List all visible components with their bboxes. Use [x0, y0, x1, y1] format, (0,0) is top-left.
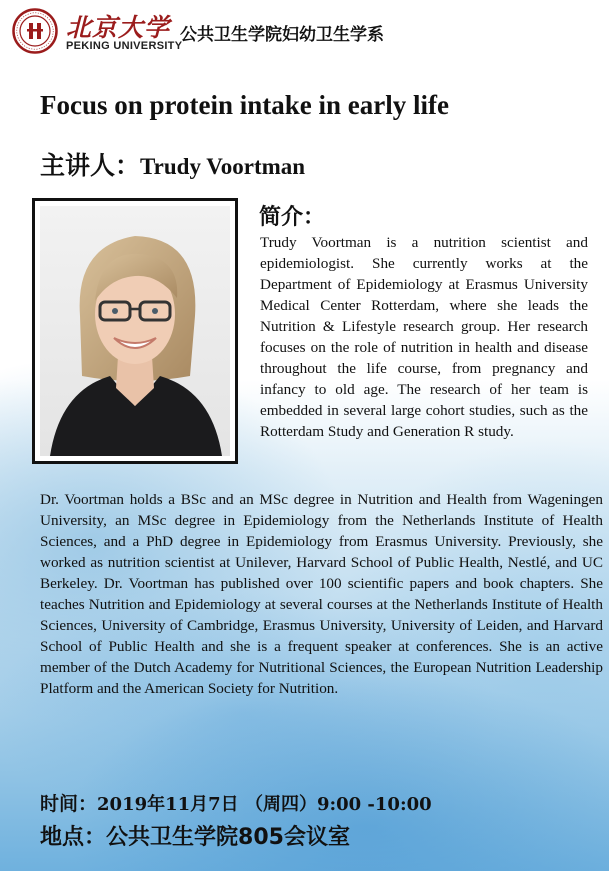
bio-short: Trudy Voortman is a nutrition scientist and epidemiologist. She currently works at the Department of Epidemiology at Erasmus University Medical Center Rotterdam, where she leads the Nutrition & Lifestyle research group. Her research focuses on the role of nutrition in health and disease throughout the life course, from pregnancy and infancy to old age. The research of her team is embedded in several large cohort studies, such as the Rotterdam Study and Generation R study. [260, 234, 588, 440]
time-value: 2019年11月7日 （周四）9:00 -10:00 [97, 794, 432, 815]
logo-text-cn: 北京大学 [66, 13, 171, 42]
speaker-label: 主讲人： [40, 151, 141, 180]
logo-text-en: PEKING UNIVERSITY [66, 40, 183, 52]
event-time [40, 789, 432, 816]
peking-university-seal-icon [12, 8, 58, 54]
event-place [40, 820, 350, 851]
intro-label: 简介： [259, 205, 326, 230]
speaker-photo [40, 206, 230, 456]
speaker-line [40, 146, 305, 182]
header-banner [0, 0, 609, 70]
talk-title: Focus on protein intake in early life [40, 90, 449, 120]
place-label: 地点： [40, 825, 107, 850]
bio-long: Dr. Voortman holds a BSc and an MSc degree in Nutrition and Health from Wageningen University, an MSc degree in Epidemiology from the Netherlands Institute of Health Sciences, and a PhD degree in Epidemiology from Erasmus University. Previously, she worked as nutrition scientist at Unilever, Harvard School of Public Health, Nestlé, and UC Berkeley. Dr. Voortman has published over 100 scientific papers and book chapters. She teaches Nutrition and Epidemiology at several courses at the Netherlands Institute of Health Sciences, University of Cambridge, Erasmus University, University of Leiden, and Harvard School of Public Health and she is a frequent speaker at conferences. She is an active member of the Dutch Academy for Nutritional Sciences, the European Nutrition Leadership Platform and the American Society for Nutrition. [40, 491, 603, 697]
department-name: 公共卫生学院妇幼卫生学系 [180, 25, 384, 45]
speaker-photo-frame [32, 198, 238, 464]
time-label: 时间： [40, 793, 98, 815]
speaker-name: Trudy Voortman [140, 154, 306, 179]
place-value: 公共卫生学院805会议室 [106, 825, 350, 850]
